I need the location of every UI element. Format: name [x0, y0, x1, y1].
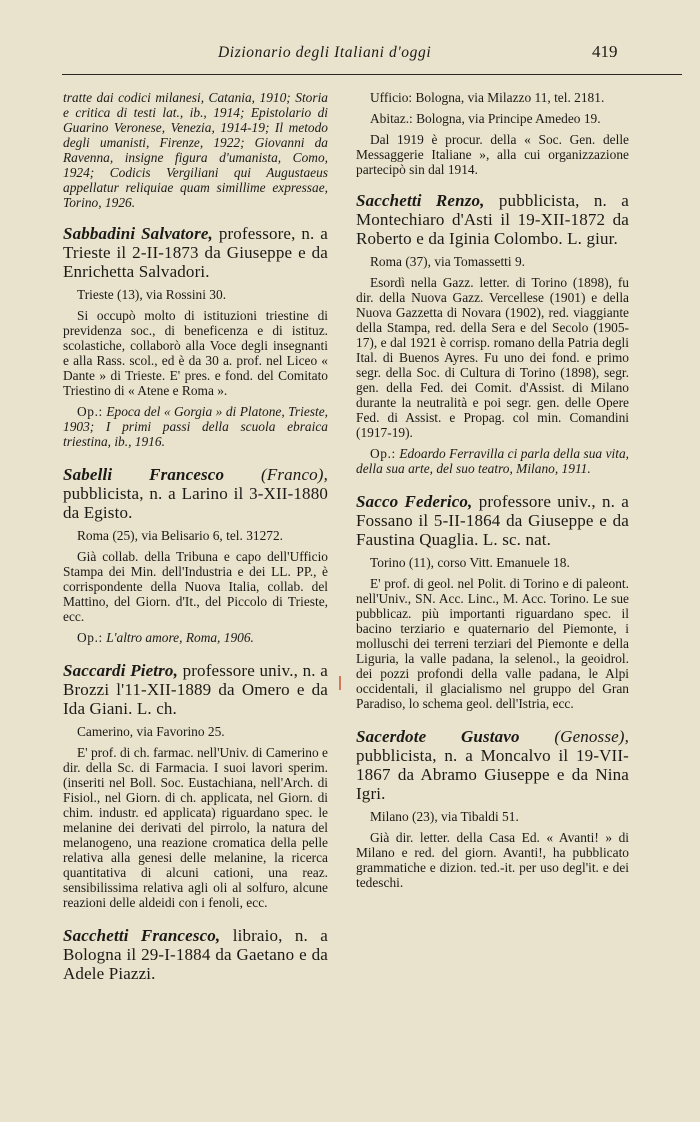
header-rule [62, 74, 682, 75]
entry-heading [356, 191, 629, 248]
continuation-home: Abitaz.: Bologna, via Principe Amedeo 19. [370, 111, 601, 126]
entry-sacerdote [356, 727, 629, 890]
entry-address: Trieste (13), via Rossini 30. [77, 287, 227, 302]
entry-sacco [356, 492, 629, 711]
entry-summary: pubblicista, n. a Montechiaro d'Asti il 19-XII-1872 da Roberto e da Iginia Colombo. L. giur. [356, 191, 629, 248]
entry-heading [356, 727, 629, 803]
entry-address: Milano (23), via Tibaldi 51. [370, 809, 519, 824]
entry-name: Saccardi Pietro, [63, 661, 178, 680]
continuation-text: tratte dai codici milanesi, Catania, 1910; Storia e critica di testi lat., ib., 1914; Epistolario di Guarino Veronese, Venezia, 1914-19; Il metodo degli umanisti, Firenze, 1922; Giovanni da Ravenna, insigne figura d'umanista, Como, 1924; Codicis Vergiliani qui Augustaeus appellatur reliquiae quam simillime expressae, Torino, 1926. [63, 90, 328, 210]
running-title: Dizionario degli Italiani d'oggi [218, 44, 432, 61]
entry-heading [356, 492, 629, 549]
entry-address: Roma (37), via Tomassetti 9. [370, 254, 526, 269]
entry-name: Sacerdote Gustavo [356, 727, 520, 746]
entry-summary: professore univ., n. a Fossano il 5-II-1864 da Giuseppe e da Faustina Quaglia. L. sc. nat. [356, 492, 629, 549]
entry-name: Sacchetti Renzo, [356, 191, 485, 210]
entry-works [63, 404, 328, 449]
entry-heading [63, 224, 328, 281]
entry-sabelli [63, 465, 328, 645]
entry-biography: Si occupò molto di istituzioni triestine di previdenza soc., di beneficenza e di istituz. scolastiche, collaborò alla Voce degli insegnanti e alla Rass. scol., ed è da 30 a. prof. nel Liceo « Dante » di Trieste. E' pres. e fond. del Comitato Triestino di « Atene e Roma ». [63, 308, 328, 398]
entry-summary: professore univ., n. a Brozzi l'11-XII-1889 da Omero e da Ida Giani. L. ch. [63, 661, 328, 718]
entry-name: Sabbadini Salvatore, [63, 224, 213, 243]
continuation-bio: Dal 1919 è procur. della « Soc. Gen. delle Messaggerie Italiane », alla cui organizzazione partecipò sin dal 1914. [356, 132, 629, 177]
right-column [356, 90, 629, 906]
entry-address: Camerino, via Favorino 25. [77, 724, 225, 739]
entry-biography: Esordì nella Gazz. letter. di Torino (1898), fu dir. della Nuova Gazz. Vercellese (1901) e della Nuova Gazzetta di Novara (1902), red. viaggiante della Stampa, red. della Sera e del Secolo (1905-17), e dal 1921 è corrisp. romano della Patria degli Ital. di Buenos Ayres. Fu uno dei fond. e primo segr. della Soc. di Cultura di Torino (1898), segr. gen. della Fed. dei Comit. d'Assist. di Milano durante la neutralità e poi segr. gen. delle Opere Fed. di Assist. e Propag. col min. Comandini (1917-19). [356, 275, 629, 440]
entry-summary: libraio, n. a Bologna il 29-I-1884 da Gaetano e da Adele Piazzi. [63, 926, 328, 983]
page-number: 419 [592, 42, 618, 61]
entry-alias: (Genosse), [554, 727, 629, 746]
entry-summary: pubblicista, n. a Moncalvo il 19-VII-1867 da Abramo Giuseppe e da Nina Igri. [356, 746, 629, 803]
entry-name: Sabelli Francesco [63, 465, 225, 484]
entry-works [356, 446, 629, 476]
entry-biography: E' prof. di ch. farmac. nell'Univ. di Camerino e dir. della Sc. di Farmacia. I suoi lavori sperim. (inseriti nel Boll. Soc. Eustachiana, nell'Arch. di Fisiol., nel Giorn. di ch. applicata, nel Giorn. di chim. industr. ed applicata) riguardano spec. le melanine dei derivati del pirrolo, la natura del melanogeno, una reazione cromatica della pelle relativa alla genesi delle melanine, la ricerca quantitativa di alcuni cationi, una reaz. sensibilissima relativa agli oli al solfuro, alcune reazioni delle aldeidi con i fenoli, ecc. [63, 745, 328, 910]
works-label: Op.: [370, 446, 396, 461]
margin-mark [339, 676, 341, 690]
entry-summary: professore, n. a Trieste il 2-II-1873 da Giuseppe e da Enrichetta Salvadori. [63, 224, 328, 281]
continuation-office: Ufficio: Bologna, via Milazzo 11, tel. 2181. [370, 90, 605, 105]
works-text: L'altro amore, Roma, 1906. [106, 630, 254, 645]
entry-name: Sacco Federico, [356, 492, 473, 511]
entry-sabbadini [63, 224, 328, 449]
entry-biography: Già dir. letter. della Casa Ed. « Avanti! » di Milano e red. del giorn. Avanti!, ha pubblicato grammatiche e dizion. ted.-it. per uso degl'it. e dei tedeschi. [356, 830, 629, 890]
entry-summary: pubblicista, n. a Larino il 3-XII-1880 da Egisto. [63, 484, 328, 522]
page-header [0, 38, 700, 78]
entry-heading [63, 926, 328, 983]
entry-alias: (Franco), [261, 465, 328, 484]
entry-sacchetti-renzo [356, 191, 629, 476]
entry-biography: E' prof. di geol. nel Polit. di Torino e di paleont. nell'Univ., SN. Acc. Linc., M. Acc. Torino. Le sue pubblicaz. più importanti riguardano spec. il bacino terziario e quaternario del Piemonte, i molluschi dei terreni terziari del Piemonte e della Liguria, la valle padana, la selenol., la geoidrol. dei pozzi profondi della valle padana, le Alpi occidentali, il glacialismo nel gruppo del Gran Paradiso, lo schema geol. dell'Istria, ecc. [356, 576, 629, 711]
entry-name: Sacchetti Francesco, [63, 926, 221, 945]
works-label: Op.: [77, 404, 103, 419]
entry-heading [63, 661, 328, 718]
entry-biography: Già collab. della Tribuna e capo dell'Ufficio Stampa dei Min. dell'Industria e dei LL. PP., è corrispondente della Nuova Italia, collab. del Mattino, del Giorn. d'It., del Piccolo di Trieste, ecc. [63, 549, 328, 624]
works-label: Op.: [77, 630, 103, 645]
entry-heading [63, 465, 328, 522]
entry-saccardi [63, 661, 328, 910]
entry-works [63, 630, 328, 645]
entry-address: Roma (25), via Belisario 6, tel. 31272. [77, 528, 284, 543]
left-column [63, 90, 328, 999]
works-text: Epoca del « Gorgia » di Platone, Trieste, 1903; I primi passi della scuola ebraica triestina, ib., 1916. [63, 404, 328, 449]
works-text: Edoardo Ferravilla ci parla della sua vita, della sua arte, del suo teatro, Milano, 1911. [356, 446, 629, 476]
entry-sacchetti-francesco [63, 926, 328, 983]
entry-address: Torino (11), corso Vitt. Emanuele 18. [370, 555, 570, 570]
